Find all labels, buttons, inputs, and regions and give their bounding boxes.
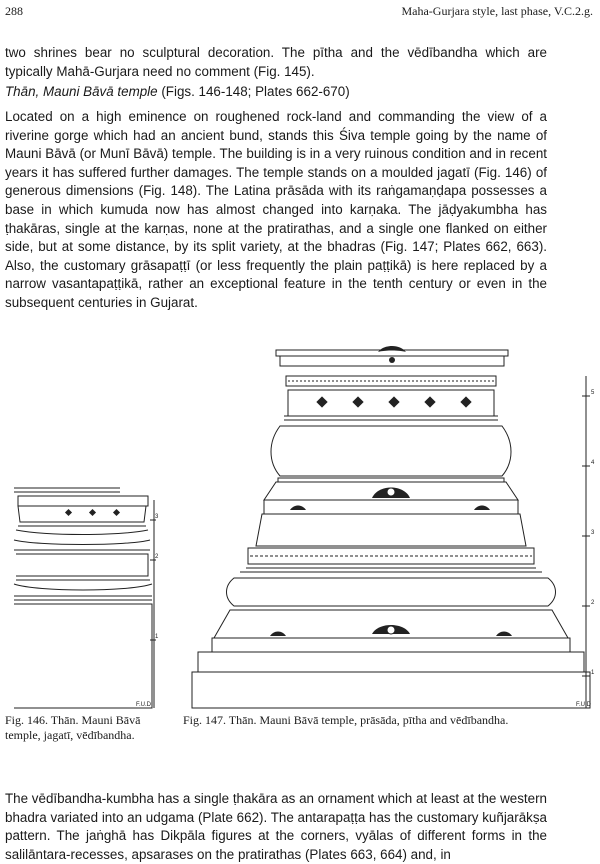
fig147-tick-4: 4: [591, 460, 595, 466]
paragraph-main-text: Located on a high eminence on roughened rock-land and commanding the view of a riverine gorge which had an ancient bund, stands this Śiva temple going by the name of Mauni Bāvā (or Munī Bāvā) temple. The building is in a very ruinous condition and in recent years it has suffered further damages. The temple stands on a moulded jagatī (Fig. 146) of generous dimensions (Fig. 148). The Latina prāsāda with its raṅgamaṇḍapa possesses a base in which kumuda now has almost changed into karṇaka. The jāḍyakumbha has ṭhakāras, single at the karṇas, none at the pratirathas, and a single one flanked on either side, but at some distance, by its split variety, at the bhadras (Fig. 147; Plates 662, 663). Also, the customary grāsapaṭṭī (or less frequently the plain paṭṭikā) is here replaced by a narrow vasantapaṭṭikā, rather an exceptional feature in the tenth century or even in the subsequent centuries in Gujarat.: [5, 109, 547, 310]
fig146-tick-2: 2: [155, 554, 159, 560]
section-heading-refs: (Figs. 146-148; Plates 662-670): [161, 84, 350, 99]
fig146-scale-label: F.U.D: [136, 702, 151, 708]
paragraph-continuation: [5, 790, 547, 864]
page-number: 288: [5, 4, 23, 18]
fig147-tick-5: 5: [591, 390, 595, 396]
fig147-tick-2: 2: [591, 600, 595, 606]
paragraph-continuation-text: The vēdībandha-kumbha has a single ṭhakāra as an ornament which at least at the western bhadra variated into an udgama (Plate 662). The antarapaṭṭa has the customary kuñjarākṣa pattern. The jaṅghā has Dikpāla figures at the corners, vyālas of different forms in the salilāntara-recesses, apsarases on the pratirathas (Plates 663, 664) and, in: [5, 791, 547, 862]
page-header: [5, 4, 597, 18]
fig147-tick-1: 1: [591, 670, 595, 676]
fig147-tick-3: 3: [591, 530, 595, 536]
figure-146-caption: Fig. 146. Thān. Mauni Bāvā temple, jagatī, vēdībandha.: [5, 713, 141, 742]
running-title: Maha-Gurjara style, last phase, V.C.2.g.: [401, 4, 593, 18]
paragraph-intro-text: two shrines bear no sculptural decoration. The pītha and the vēdībandha which are typically Mahā-Gurjara need no comment (Fig. 145).: [5, 45, 547, 79]
figure-146-drawing: [8, 480, 158, 710]
paragraph-intro: [5, 44, 547, 81]
paragraph-main: [5, 108, 547, 313]
section-heading-title: Thān, Mauni Bāvā temple: [5, 84, 158, 99]
fig147-scale-label: F.U.D: [576, 702, 591, 708]
section-heading: [5, 83, 350, 101]
figure-147-caption: Fig. 147. Thān. Mauni Bāvā temple, prāsāda, pītha and vēdībandha.: [183, 713, 509, 727]
figure-147-drawing: [178, 346, 598, 710]
fig146-tick-3: 3: [155, 514, 159, 520]
fig146-tick-1: 1: [155, 634, 159, 640]
